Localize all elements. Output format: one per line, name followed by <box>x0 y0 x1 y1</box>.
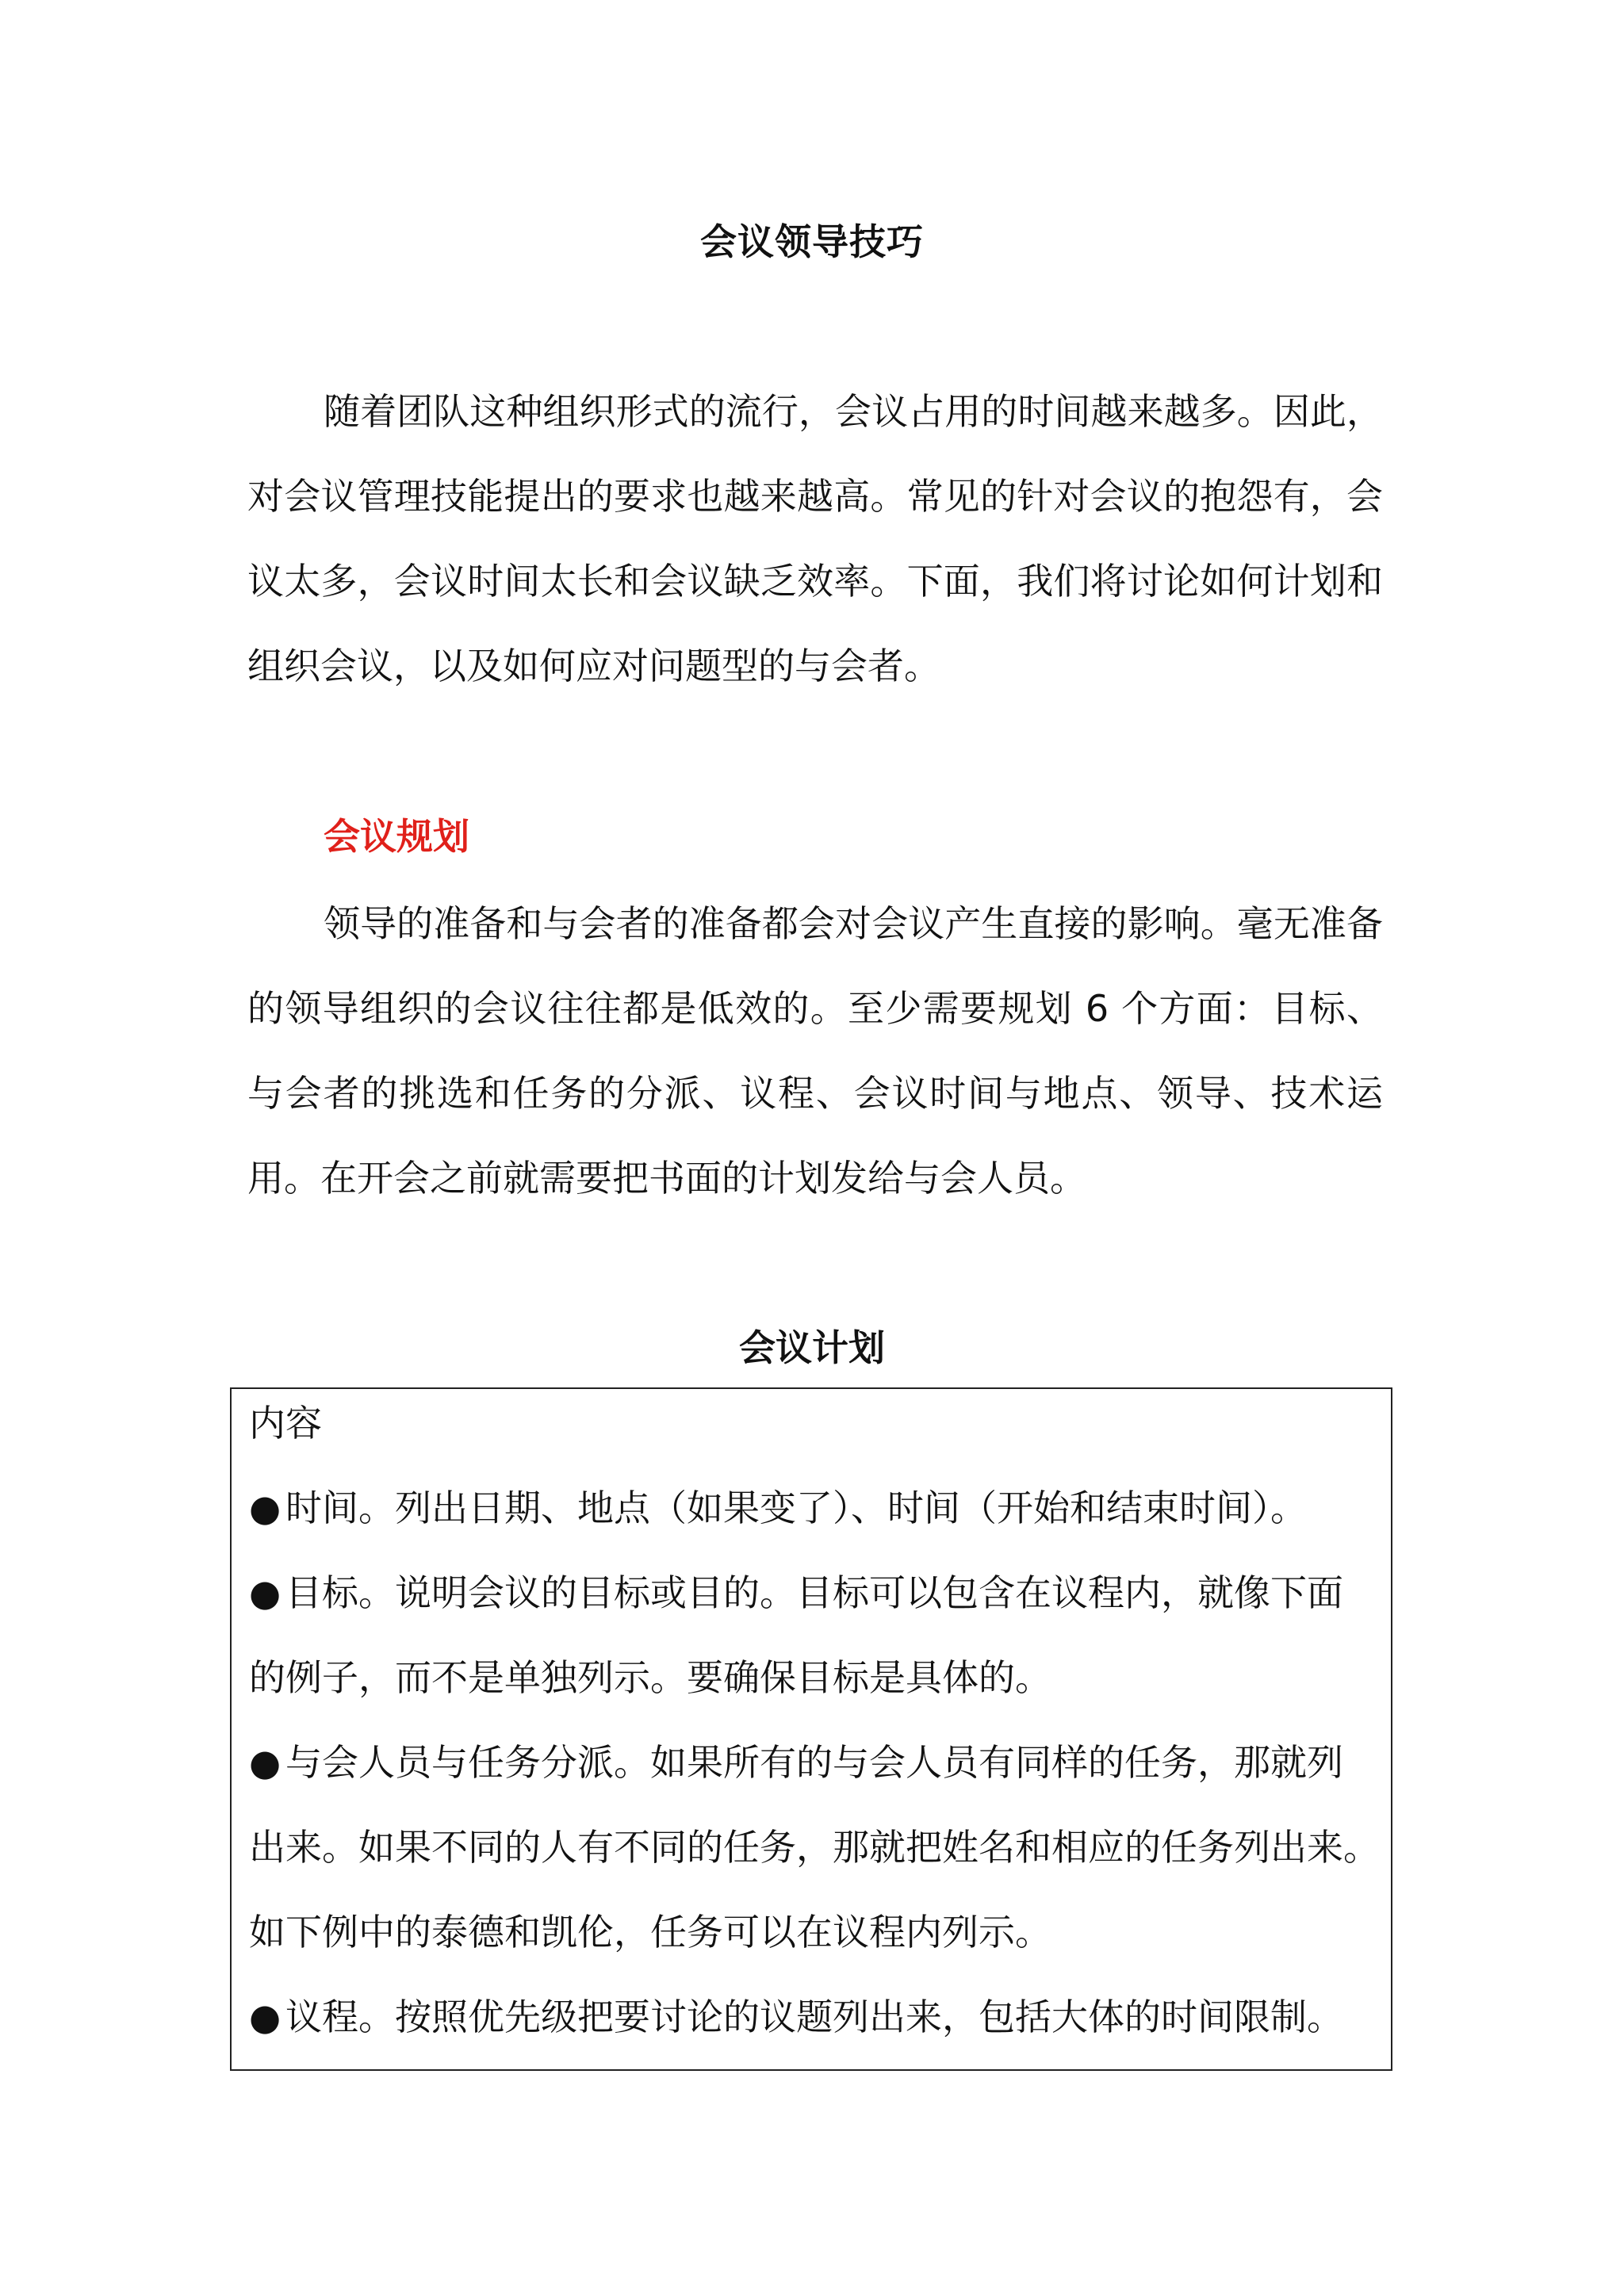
section-heading-meeting-planning: 会议规划 <box>324 815 469 858</box>
plan-item-time <box>249 1480 1375 1536</box>
meeting-planning-paragraph: 领导的准备和与会者的准备都会对会议产生直接的影响。毫无准备的领导组织的会议往往都是低效的。至少需要规划 6 个方面：目标、与会者的挑选和任务的分派、议程、会议时间与地点、领导、技术运用。在开会之前就需要把书面的计划发给与会人员。 <box>247 902 1383 1200</box>
plan-item-text: 目标。说明会议的目标或目的。目标可以包含在议程内，就像下面 <box>285 1571 1343 1614</box>
plan-item-attendees-continued-2: 如下例中的泰德和凯伦，任务可以在议程内列示。 <box>249 1911 1051 1954</box>
document-title: 会议领导技巧 <box>700 220 924 263</box>
plan-item-attendees-continued-1: 出来。如果不同的人有不同的任务，那就把姓名和相应的任务列出来。 <box>249 1826 1380 1869</box>
plan-item-goal <box>249 1565 1375 1621</box>
plan-item-text: 时间。列出日期、地点（如果变了）、时间（开始和结束时间）。 <box>285 1487 1307 1529</box>
intro-paragraph: 随着团队这种组织形式的流行，会议占用的时间越来越多。因此，对会议管理技能提出的要求也越来越高。常见的针对会议的抱怨有，会议太多，会议时间太长和会议缺乏效率。下面，我们将讨论如何计划和组织会议，以及如何应对问题型的与会者。 <box>247 390 1383 687</box>
plan-item-goal-continued: 的例子，而不是单独列示。要确保目标是具体的。 <box>249 1656 1051 1699</box>
bullet-icon: ● <box>249 1996 282 2038</box>
meeting-plan-title: 会议计划 <box>739 1326 885 1369</box>
bullet-icon: ● <box>249 1571 282 1614</box>
bullet-icon: ● <box>249 1487 282 1529</box>
plan-item-attendees <box>249 1735 1375 1790</box>
bullet-icon: ● <box>249 1741 282 1784</box>
plan-item-agenda <box>249 1989 1375 2045</box>
plan-box-line-content: 内容 <box>249 1402 322 1445</box>
plan-item-text: 议程。按照优先级把要讨论的议题列出来，包括大体的时间限制。 <box>285 1996 1343 2038</box>
plan-item-text: 与会人员与任务分派。如果所有的与会人员有同样的任务，那就列 <box>285 1741 1343 1784</box>
meeting-plan-box <box>230 1387 1392 2071</box>
